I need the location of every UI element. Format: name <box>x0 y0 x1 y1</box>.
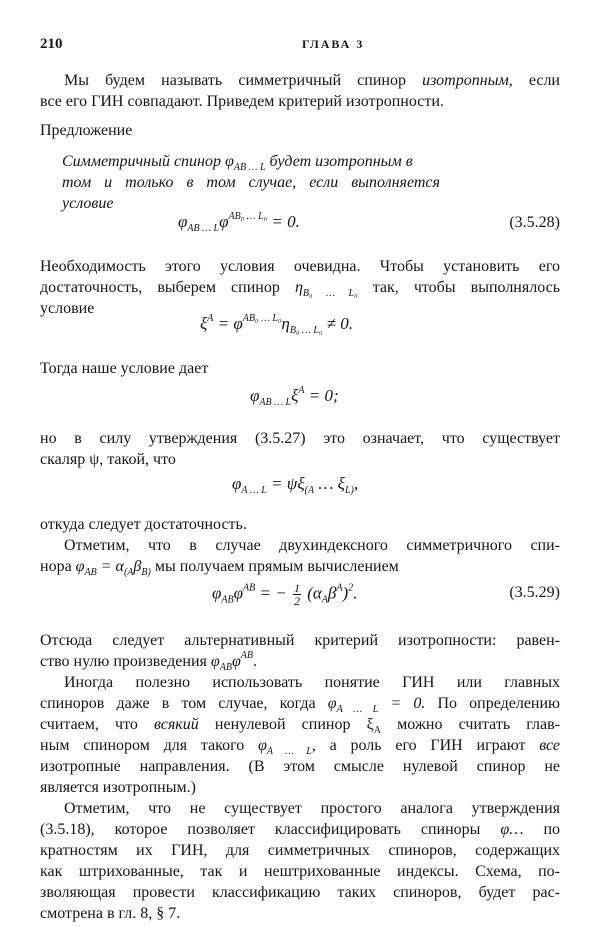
p7-line-3: считаем, что всякий ненулевой спинор $\xi_A$ можно считать глав- <box>40 716 560 736</box>
p3-line-2: скаляр ψ, такой, что <box>40 451 176 468</box>
proposition-line-1: Симметричный спинор $\varphi_{AB \dots L}$ будет изотропным в <box>62 153 413 173</box>
equation-number-3-5-29: (3.5.29) <box>509 584 560 601</box>
p5-line-2: нора $\varphi_{AB} = \alpha_{(A}\beta_{B)}$ мы получаем прямым вычислением <box>40 558 399 578</box>
p8-line-6: смотрена в гл. 8, § 7. <box>40 905 181 922</box>
running-header <box>40 36 560 56</box>
intro-paragraph <box>40 70 560 112</box>
paragraph-sufficiency <box>40 514 560 535</box>
p7-line-6: является изотропным.) <box>40 779 196 796</box>
p7-line-2: спиноров даже в том случае, когда $\varphi_{A \dots L} = 0$. По определению <box>40 695 560 715</box>
equation-3-5-29: $\varphi_{AB}\varphi^{AB}$ = − $\frac{1}{2}$ $(\alpha_A\beta^A)^2$. <box>212 581 358 608</box>
intro-line-2: все его ГИН совпадают. Приведем критерий изотропности. <box>40 93 444 110</box>
p8-line-4: как штрихованные, так и нештрихованные индексы. Схема, по- <box>40 863 560 880</box>
paragraph-statement <box>40 428 560 470</box>
p7-line-4: ным спинором для такого $\varphi_{A \dots L}$, а роль его ГИН играют все <box>40 737 560 757</box>
p8-line-2: (3.5.18), которое позволяет классифицировать спиноры φ… по <box>40 821 561 838</box>
p8-line-5: зволяющая провести классификацию таких спиноров, будет рас- <box>40 884 560 901</box>
p1-line-1: Необходимость этого условия очевидна. Чтобы установить его <box>40 258 560 275</box>
proposition-heading: Предложение <box>40 122 133 139</box>
p7-line-1: Иногда полезно использовать понятие ГИН или главных <box>64 674 560 691</box>
p8-line-3: кратностям их ГИН, для симметричных спиноров, содержащих <box>40 842 560 859</box>
equation-xi-definition: $\xi^A = \varphi^{AB_0 \dots L_0}\eta_{B_0 \dots L_0} \ne 0$. <box>200 313 353 336</box>
p1-line-3: условие <box>40 300 95 317</box>
p3-line-1: но в силу утверждения (3.5.27) это означает, что существует <box>40 430 560 447</box>
equation-number-3-5-28: (3.5.28) <box>509 214 560 231</box>
p1-line-2: достаточность, выберем спинор $\eta_{B_0 \dots L_0}$ так, чтобы выполнялось <box>40 279 561 299</box>
paragraph-two-index <box>40 535 560 577</box>
page-number: 210 <box>40 36 63 52</box>
equation-3-5-28: $\varphi_{AB \dots L}\varphi^{AB_0 \dots L_0} = 0$. <box>178 211 300 234</box>
chapter-title: ГЛАВА 3 <box>302 37 365 51</box>
paragraph-then <box>40 358 560 379</box>
proposition-line-2: том и только в том случае, если выполняется <box>62 174 440 191</box>
p7-line-5: изотропные направления. (В этом смысле нулевой спинор не <box>40 758 560 775</box>
p6-line-2: ство нулю произведения $\varphi_{AB}\varphi^{AB}$. <box>40 650 258 673</box>
paragraph-principal-spinors <box>40 672 560 798</box>
p4-line: откуда следует достаточность. <box>40 516 247 533</box>
p8-line-1: Отметим, что не существует простого аналога утверждения <box>64 800 560 817</box>
equation-factorization: $\varphi_{A \dots L} = \psi\xi_{(A}$ … $\xi_{L)}$, <box>232 474 359 496</box>
p2-line: Тогда наше условие дает <box>40 360 209 377</box>
p6-line-1: Отсюда следует альтернативный критерий изотропности: равен- <box>40 632 560 649</box>
equation-contraction: $\varphi_{AB \dots L}\xi^A = 0$; <box>250 385 339 408</box>
paragraph-alternative <box>40 630 560 672</box>
paragraph-necessity <box>40 256 560 319</box>
proposition-line-3: условие <box>62 195 114 212</box>
intro-line-1: Мы будем называть симметричный спинор изотропным, если <box>64 72 560 89</box>
paragraph-classification <box>40 798 560 924</box>
proposition-text <box>62 151 480 214</box>
p5-line-1: Отметим, что в случае двухиндексного симметричного спи- <box>64 537 560 554</box>
